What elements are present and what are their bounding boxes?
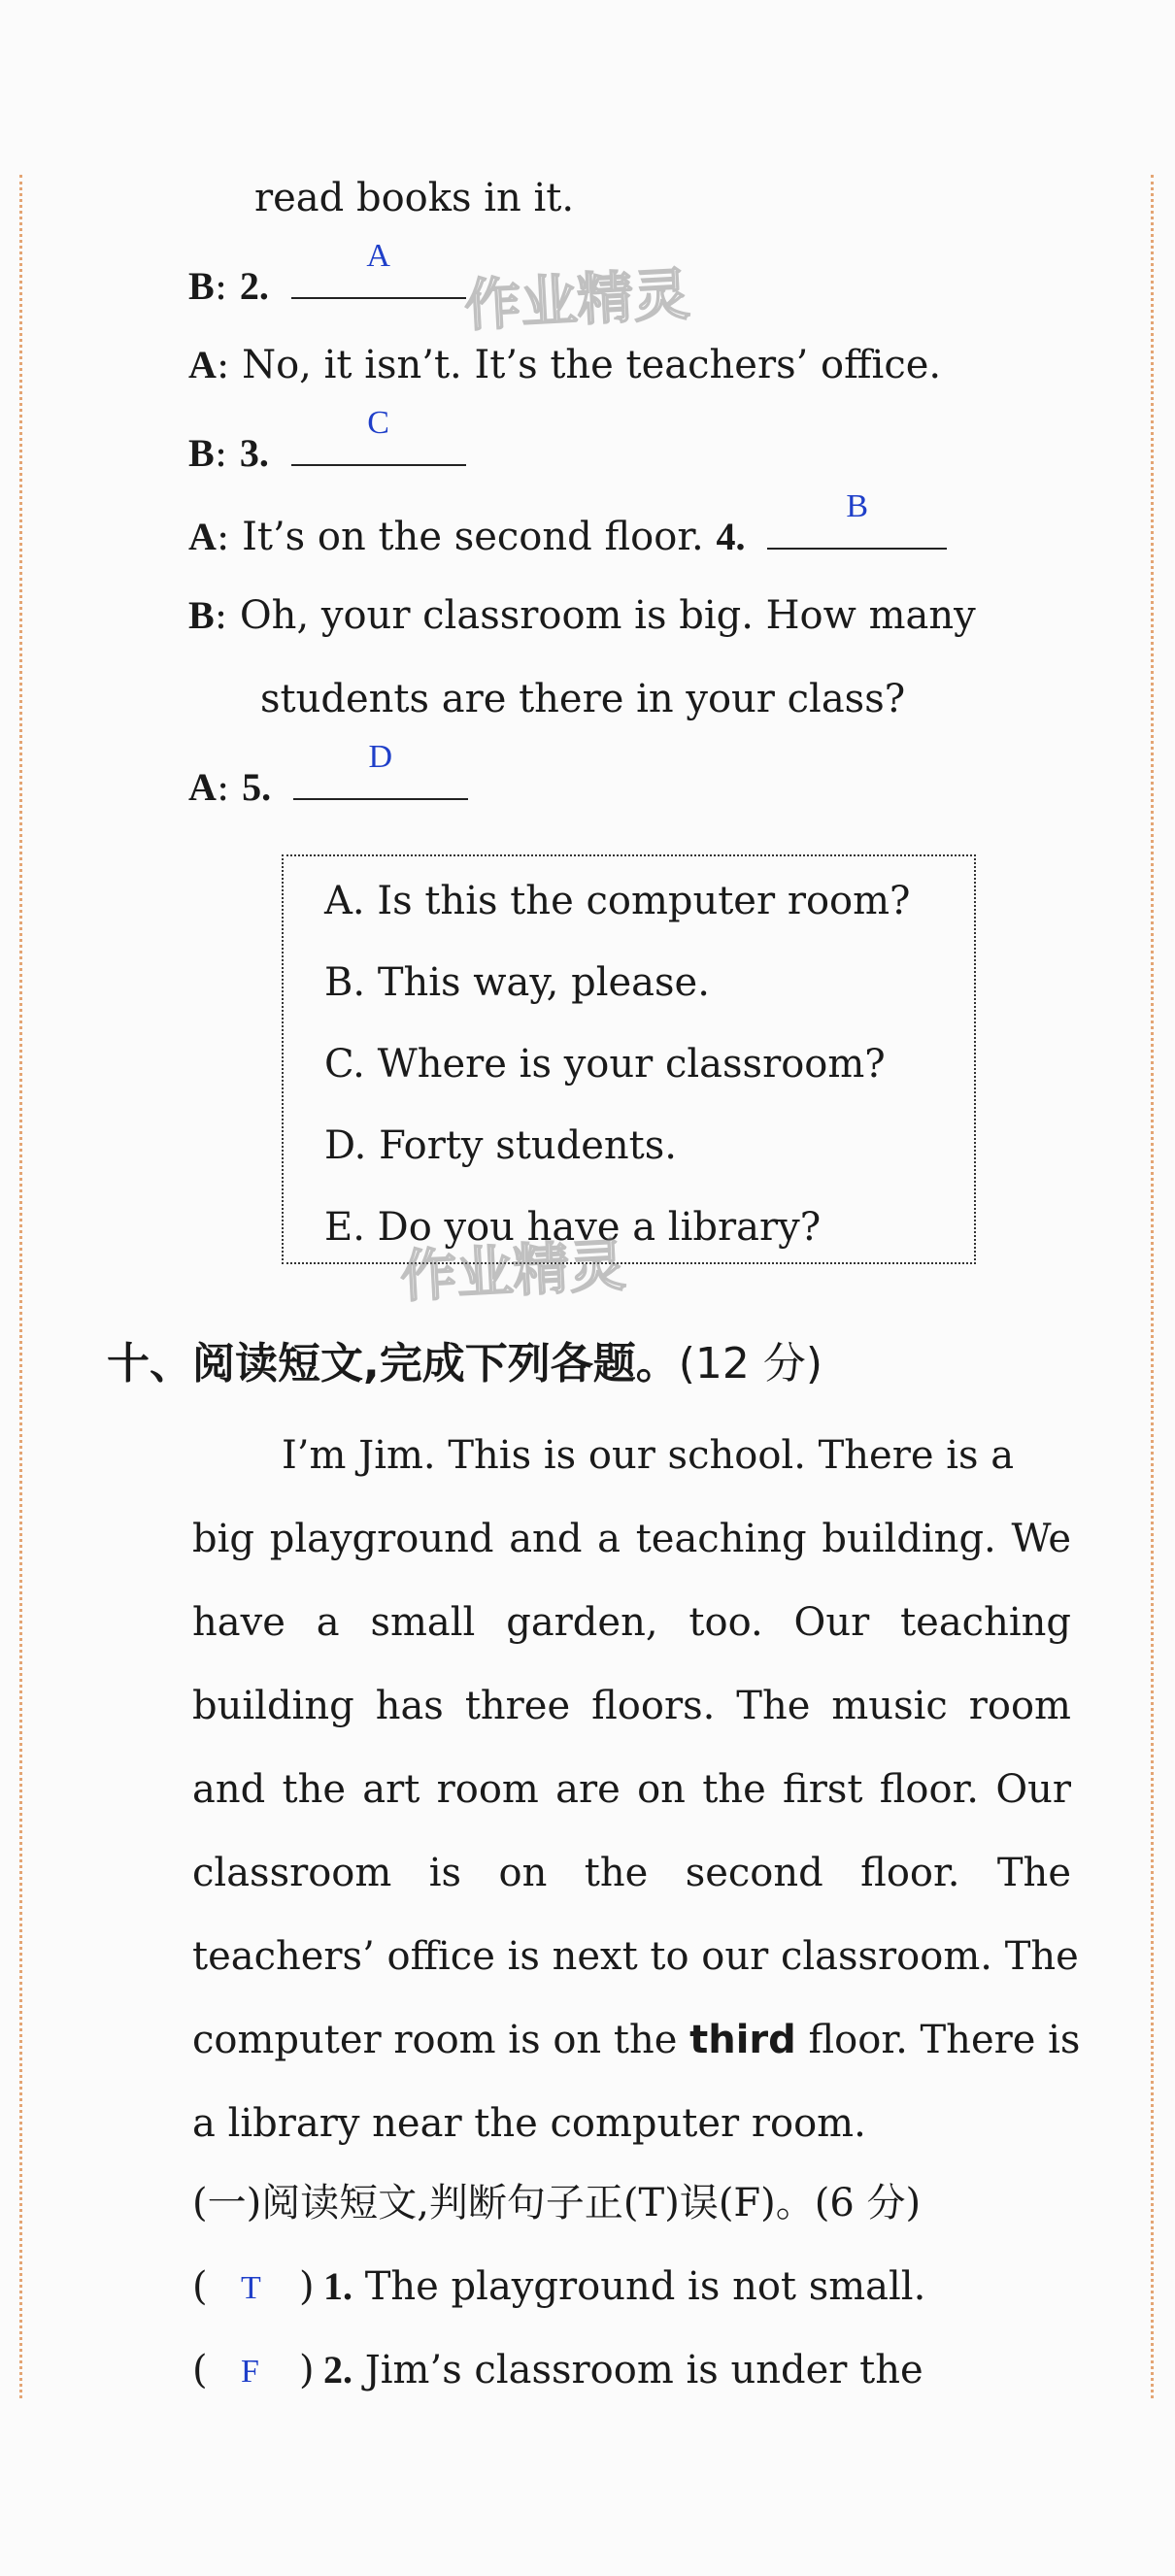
answer-text: D <box>368 739 393 775</box>
watermark-logo: 作业精灵 <box>398 1231 627 1311</box>
answer-blank <box>767 488 947 550</box>
dialogue-line-1: B: 2. A <box>188 258 466 310</box>
watermark-logo: 作业精灵 <box>462 260 691 340</box>
dialogue-line-6: A: 5. D <box>188 759 468 811</box>
passage-line-7: teachers’ office is next to our classroom. The <box>192 1934 1079 1979</box>
passage-line-1: I’m Jim. This is our school. There is a <box>282 1433 1015 1478</box>
dialogue-line-0: read books in it. <box>254 176 575 220</box>
answer-paren: ( T ) <box>192 2263 323 2310</box>
passage-line-5: and the art room are on the first floor. Our <box>192 1767 1071 1812</box>
speaker-label: A <box>188 343 217 386</box>
passage-line-3: have a small garden, too. Our teaching <box>192 1600 1071 1645</box>
speaker-label: B <box>188 593 215 637</box>
passage-line-9: a library near the computer room. <box>192 2101 866 2146</box>
answer-blank <box>291 405 466 466</box>
answer-mark: F <box>241 2354 259 2390</box>
answer-text: C <box>367 405 389 441</box>
question-number: 3. <box>239 431 269 475</box>
right-dotted-margin <box>1151 175 1154 2398</box>
question-number: 2. <box>239 264 269 308</box>
section-score: (12 分) <box>678 1339 823 1388</box>
option-d: D. Forty students. <box>324 1123 677 1168</box>
passage-line-2: big playground and a teaching building. We <box>192 1517 1071 1561</box>
answer-paren: ( F ) <box>192 2347 323 2393</box>
speaker-label: A <box>188 765 217 809</box>
answer-text: B <box>846 488 869 524</box>
option-c: C. Where is your classroom? <box>324 1042 886 1087</box>
dialogue-line-5: B: Oh, your classroom is big. How many <box>188 593 976 638</box>
question-number: 5. <box>242 765 272 809</box>
speaker-label: B <box>188 431 215 475</box>
answer-blank <box>291 238 466 299</box>
speaker-label: B <box>188 264 215 308</box>
section-heading: 十、阅读短文,完成下列各题。(12 分) <box>107 1339 823 1388</box>
dialogue-line-5b: students are there in your class? <box>260 677 906 721</box>
tf-question-1: ( T ) 1. The playground is not small. <box>192 2263 925 2310</box>
tf-question-2: ( F ) 2. Jim’s classroom is under the <box>192 2347 923 2393</box>
passage-line-6: classroom is on the second floor. The <box>192 1851 1071 1895</box>
dialogue-line-2: A: No, it isn’t. It’s the teachers’ office. <box>188 343 942 387</box>
option-e: E. Do you have a library? <box>324 1205 822 1250</box>
bold-word: third <box>689 2018 796 2062</box>
answer-text: A <box>366 238 390 274</box>
dialogue-line-4: A: It’s on the second floor. 4. B <box>188 509 947 560</box>
part1-instruction: (一)阅读短文,判断句子正(T)误(F)。(6 分) <box>192 2181 922 2225</box>
option-b: B. This way, please. <box>324 960 710 1005</box>
speaker-label: A <box>188 515 217 558</box>
option-a: A. Is this the computer room? <box>324 879 911 923</box>
passage-line-8: computer room is on the third floor. There is <box>192 2018 1081 2062</box>
question-number: 4. <box>716 515 746 558</box>
passage-line-4: building has three floors. The music room <box>192 1684 1071 1728</box>
answer-blank <box>293 739 468 800</box>
answer-mark: T <box>241 2270 261 2306</box>
options-box <box>282 854 976 1264</box>
left-dotted-margin <box>19 175 22 2398</box>
dialogue-line-3: B: 3. C <box>188 425 466 477</box>
